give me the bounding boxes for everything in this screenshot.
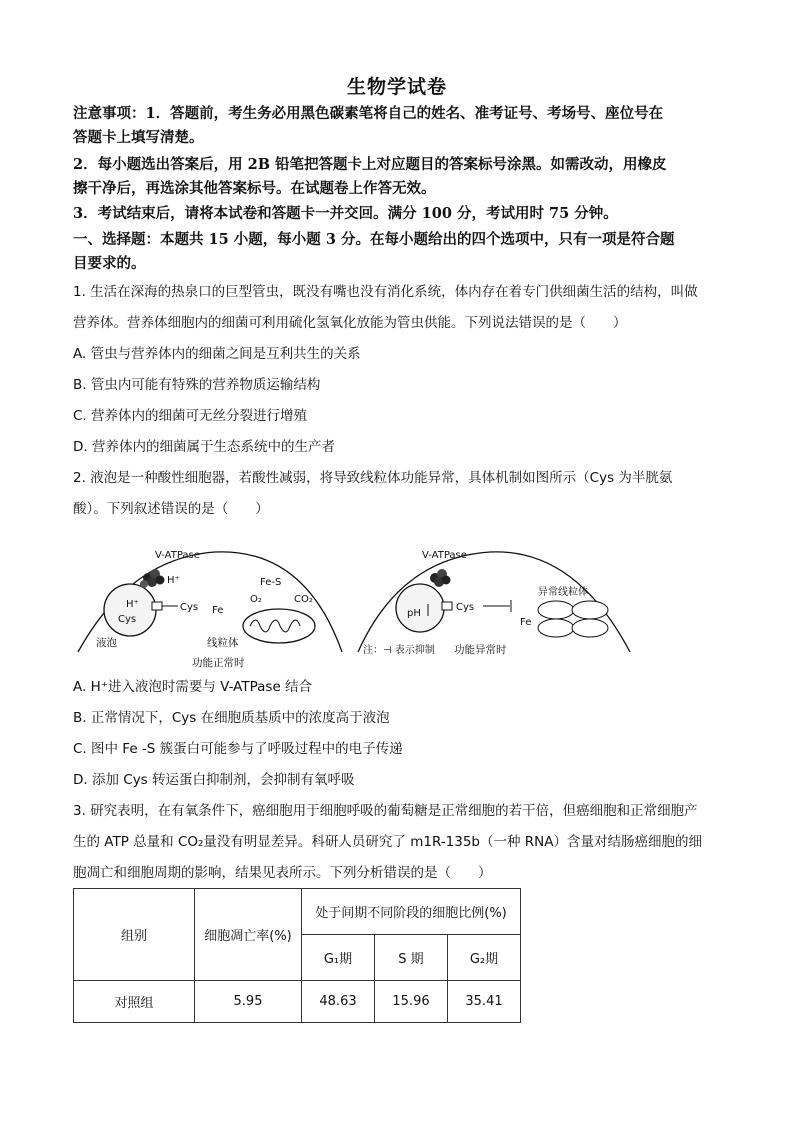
- q2-option-c: C. 图中 Fe -S 簇蛋白可能参与了呼吸过程中的电子传递: [73, 741, 403, 757]
- mitochondrion-left: [243, 609, 315, 643]
- notice-line-3: 2．每小题选出答案后，用 2B 铅笔把答题卡上对应题目的答案标号涂黑。如需改动，用橡皮: [73, 156, 667, 173]
- q1-stem-line-2: 营养体。营养体细胞内的细菌可利用硫化氢氧化放能为管虫供能。下列说法错误的是（ ）: [73, 315, 627, 331]
- q2-option-b: B. 正常情况下，Cys 在细胞质基质中的浓度高于液泡: [73, 710, 390, 726]
- q3-stem-line-3: 胞凋亡和细胞周期的影响，结果见表所示。下列分析错误的是（ ）: [73, 865, 492, 881]
- q2-stem-line-2: 酸）。下列叙述错误的是（ ）: [73, 501, 269, 517]
- vacuole-mitochondria-diagram: [70, 540, 650, 670]
- label-fe-s: Fe-S: [260, 577, 282, 588]
- notice-line-2: 答题卡上填写清楚。: [73, 129, 204, 146]
- label-ph: pH: [407, 608, 421, 619]
- section-heading-line-1: 一、选择题：本题共 15 小题，每小题 3 分。在每小题给出的四个选项中，只有一项是符合题: [73, 231, 675, 248]
- q1-option-b: B. 管虫内可能有特殊的营养物质运输结构: [73, 377, 321, 393]
- caption-normal: 功能正常时: [192, 657, 245, 669]
- notice-line-1: 注意事项：1．答题前，考生务必用黑色碳素笔将自己的姓名、准考证号、考场号、座位号在: [73, 105, 664, 122]
- label-vacuole: 液泡: [96, 637, 117, 649]
- label-cys-right: Cys: [456, 602, 475, 613]
- q1-option-a: A. 管虫与营养体内的细菌之间是互利共生的关系: [73, 346, 361, 362]
- label-v-atpase-right: V-ATPase: [422, 550, 467, 561]
- label-v-atpase-left: V-ATPase: [155, 550, 200, 561]
- q3-stem-line-2: 生的 ATP 总量和 CO₂量没有明显差异。科研人员研究了 m1R-135b（一种 RNA）含量对结肠癌细胞的细: [73, 834, 702, 850]
- label-fe-left: Fe: [212, 605, 224, 616]
- header-apoptosis-rate: 细胞凋亡率(%): [195, 889, 302, 981]
- cell-s: 15.96: [375, 981, 448, 1023]
- header-group: 组别: [74, 889, 195, 981]
- label-h-out: H⁺: [167, 575, 180, 586]
- label-h-in: H⁺: [126, 599, 139, 610]
- q2-stem-line-1: 2. 液泡是一种酸性细胞器，若酸性减弱，将导致线粒体功能异常，具体机制如图所示（Cys 为半胱氨: [73, 470, 673, 486]
- header-g2: G₂期: [448, 935, 521, 981]
- abnormal-mitochondria: [538, 601, 608, 637]
- v-atpase-icon: [430, 569, 451, 587]
- q1-stem-line-1: 1. 生活在深海的热泉口的巨型管虫，既没有嘴也没有消化系统，体内存在着专门供细菌生活的结构，叫做: [73, 284, 698, 300]
- caption-abnormal: 功能异常时: [454, 644, 507, 656]
- header-s: S 期: [375, 935, 448, 981]
- label-cys-out: Cys: [180, 602, 199, 613]
- table-row: [74, 981, 521, 1023]
- page-title: 生物学试卷: [346, 76, 447, 98]
- results-table: [73, 888, 521, 1023]
- label-co2: CO₂: [294, 594, 313, 605]
- cell-group: 对照组: [74, 981, 195, 1023]
- cell-g1: 48.63: [302, 981, 375, 1023]
- header-g1: G₁期: [302, 935, 375, 981]
- label-fe-right: Fe: [520, 617, 532, 628]
- label-cys-in: Cys: [118, 614, 137, 625]
- q1-option-c: C. 营养体内的细菌可无丝分裂进行增殖: [73, 408, 308, 424]
- q2-option-d: D. 添加 Cys 转运蛋白抑制剂，会抑制有氧呼吸: [73, 772, 355, 788]
- v-atpase-icon: [140, 569, 165, 588]
- q3-stem-line-1: 3. 研究表明，在有氧条件下，癌细胞用于细胞呼吸的葡萄糖是正常细胞的若干倍，但癌细胞和正常细胞产: [73, 803, 698, 819]
- q2-option-a: A. H⁺进入液泡时需要与 V-ATPase 结合: [73, 679, 313, 695]
- cys-transporter-right: [442, 602, 452, 610]
- label-note: 注：⊣ 表示抑制: [363, 645, 435, 656]
- label-o2: O₂: [250, 594, 262, 605]
- q1-option-d: D. 营养体内的细菌属于生态系统中的生产者: [73, 439, 335, 455]
- cys-transporter-left: [152, 602, 162, 610]
- label-abnormal-mito: 异常线粒体: [538, 587, 588, 598]
- cell-g2: 35.41: [448, 981, 521, 1023]
- vacuole-left: [104, 584, 156, 636]
- cell-apoptosis: 5.95: [195, 981, 302, 1023]
- header-interphase: 处于间期不同阶段的细胞比例(%): [302, 889, 521, 935]
- notice-line-4: 擦干净后，再选涂其他答案标号。在试题卷上作答无效。: [73, 180, 436, 197]
- section-heading-line-2: 目要求的。: [73, 255, 146, 272]
- notice-line-5: 3．考试结束后，请将本试卷和答题卡一并交回。满分 100 分，考试用时 75 分钟。: [73, 205, 618, 222]
- label-mitochondrion: 线粒体: [207, 637, 239, 649]
